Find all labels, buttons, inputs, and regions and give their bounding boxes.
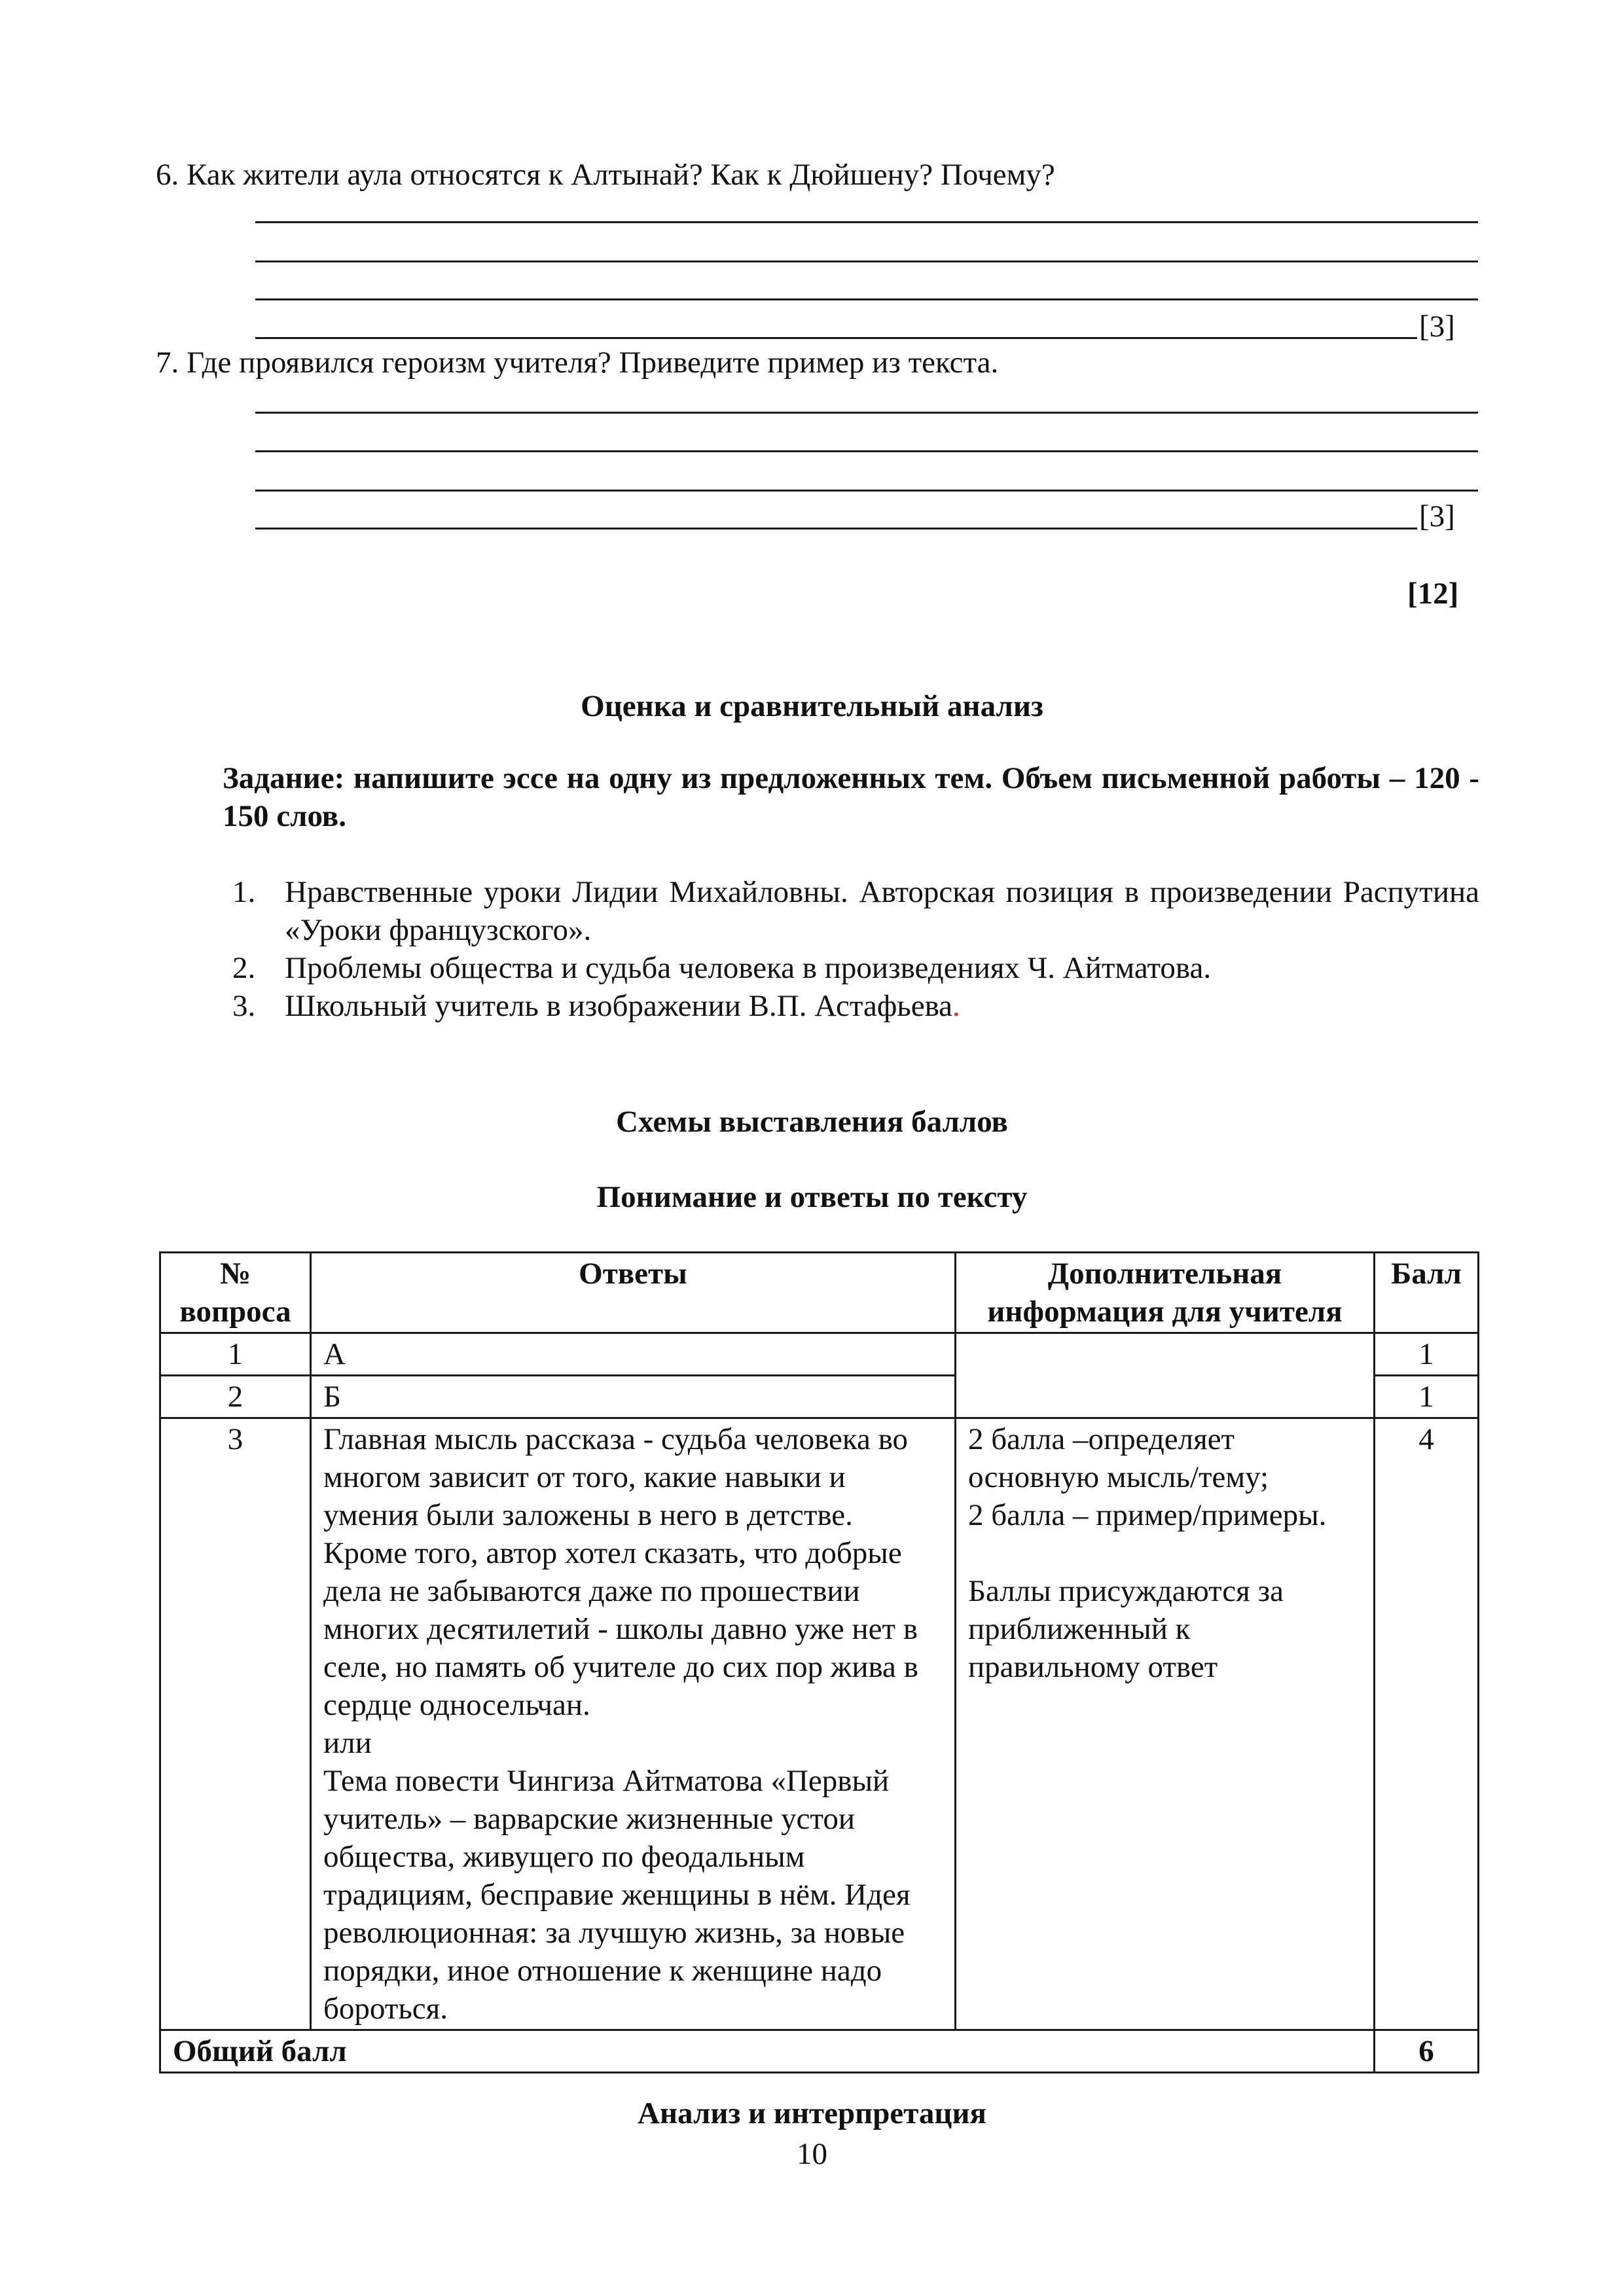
cell-number: 3: [160, 1418, 311, 2030]
scoring-table: [159, 1251, 1479, 2073]
column-header-score: Балл: [1375, 1253, 1479, 1333]
table-header-row: [160, 1253, 1479, 1333]
total-label: Общий балл: [160, 2030, 1375, 2073]
answer-line[interactable]: [255, 298, 1478, 300]
question-6-points: [3]: [1419, 310, 1455, 344]
list-item: [223, 949, 1479, 987]
question-6-text: 6. Как жители аула относятся к Алтынай? Как к Дюйшену? Почему?: [156, 158, 1055, 192]
cell-answer: Главная мысль рассказа - судьба человека во многом зависит от того, какие навыки и умения были заложены в него в детстве. Кроме того, автор хотел сказать, что добрые дела не забываются даже по прошествии многих десятилетий - школы давно уже нет в селе, но память об учителе до сих пор жива в сердце односельчан. или Тема повести Чингиза Айтматова «Первый учитель» – варварские жизненные устои общества, живущего по феодальным традициям, бесправие женщины в нём. Идея революционная: за лучшую жизнь, за новые порядки, иное отношение к женщине надо бороться.: [311, 1418, 956, 2030]
cell-answer: Б: [311, 1376, 956, 1418]
answer-line[interactable]: [255, 528, 1417, 529]
essay-topics-list: [223, 873, 1479, 1025]
list-item-text: Нравственные уроки Лидии Михайловны. Авторская позиция в произведении Распутина «Уроки французского».: [285, 875, 1479, 947]
scoring-heading: Схемы выставления баллов: [616, 1105, 1008, 1139]
table-row: [160, 1418, 1479, 2030]
list-item-text: Проблемы общества и судьба человека в произведениях Ч. Айтматова.: [285, 951, 1212, 985]
table-total-row: [160, 2030, 1479, 2073]
answer-line[interactable]: [255, 337, 1417, 339]
cell-score: 1: [1375, 1333, 1479, 1376]
answer-line[interactable]: [255, 412, 1478, 414]
list-item: [223, 873, 1479, 949]
list-item-text: Школьный учитель в изображении В.П. Астафьева: [285, 989, 953, 1023]
page-number: 10: [797, 2137, 827, 2171]
list-item-trailing-period: .: [952, 989, 960, 1023]
cell-answer: А: [311, 1333, 956, 1376]
column-header-number: № вопроса: [160, 1253, 311, 1333]
list-item-number: 2.: [232, 951, 256, 985]
list-item: [223, 987, 1479, 1025]
question-7-text: 7. Где проявился героизм учителя? Приведите пример из текста.: [156, 346, 999, 380]
cell-info: [956, 1333, 1375, 1418]
cell-number: 1: [160, 1333, 311, 1376]
essay-task: Задание: напишите эссе на одну из предложенных тем. Объем письменной работы – 120 - 150 слов.: [223, 761, 1479, 833]
answer-line[interactable]: [255, 490, 1478, 492]
next-section-heading: Анализ и интерпретация: [638, 2096, 986, 2130]
section-total-points: [12]: [1407, 577, 1459, 611]
cell-score: 4: [1375, 1418, 1479, 2030]
answer-line[interactable]: [255, 450, 1478, 452]
list-item-number: 1.: [232, 875, 256, 909]
answer-line[interactable]: [255, 221, 1478, 223]
cell-info: 2 балла –определяет основную мысль/тему; 2 балла – пример/примеры. Баллы присуждаются за приближенный к правильному ответ: [956, 1418, 1375, 2030]
question-7-points: [3]: [1419, 499, 1455, 533]
table-row: [160, 1333, 1479, 1376]
eval-heading: Оценка и сравнительный анализ: [581, 689, 1043, 723]
total-value: 6: [1375, 2030, 1479, 2073]
scoring-subheading: Понимание и ответы по тексту: [596, 1180, 1028, 1214]
cell-score: 1: [1375, 1376, 1479, 1418]
list-item-number: 3.: [232, 989, 256, 1023]
column-header-answers: Ответы: [311, 1253, 956, 1333]
column-header-info: Дополнительная информация для учителя: [956, 1253, 1375, 1333]
cell-number: 2: [160, 1376, 311, 1418]
answer-line[interactable]: [255, 260, 1478, 262]
